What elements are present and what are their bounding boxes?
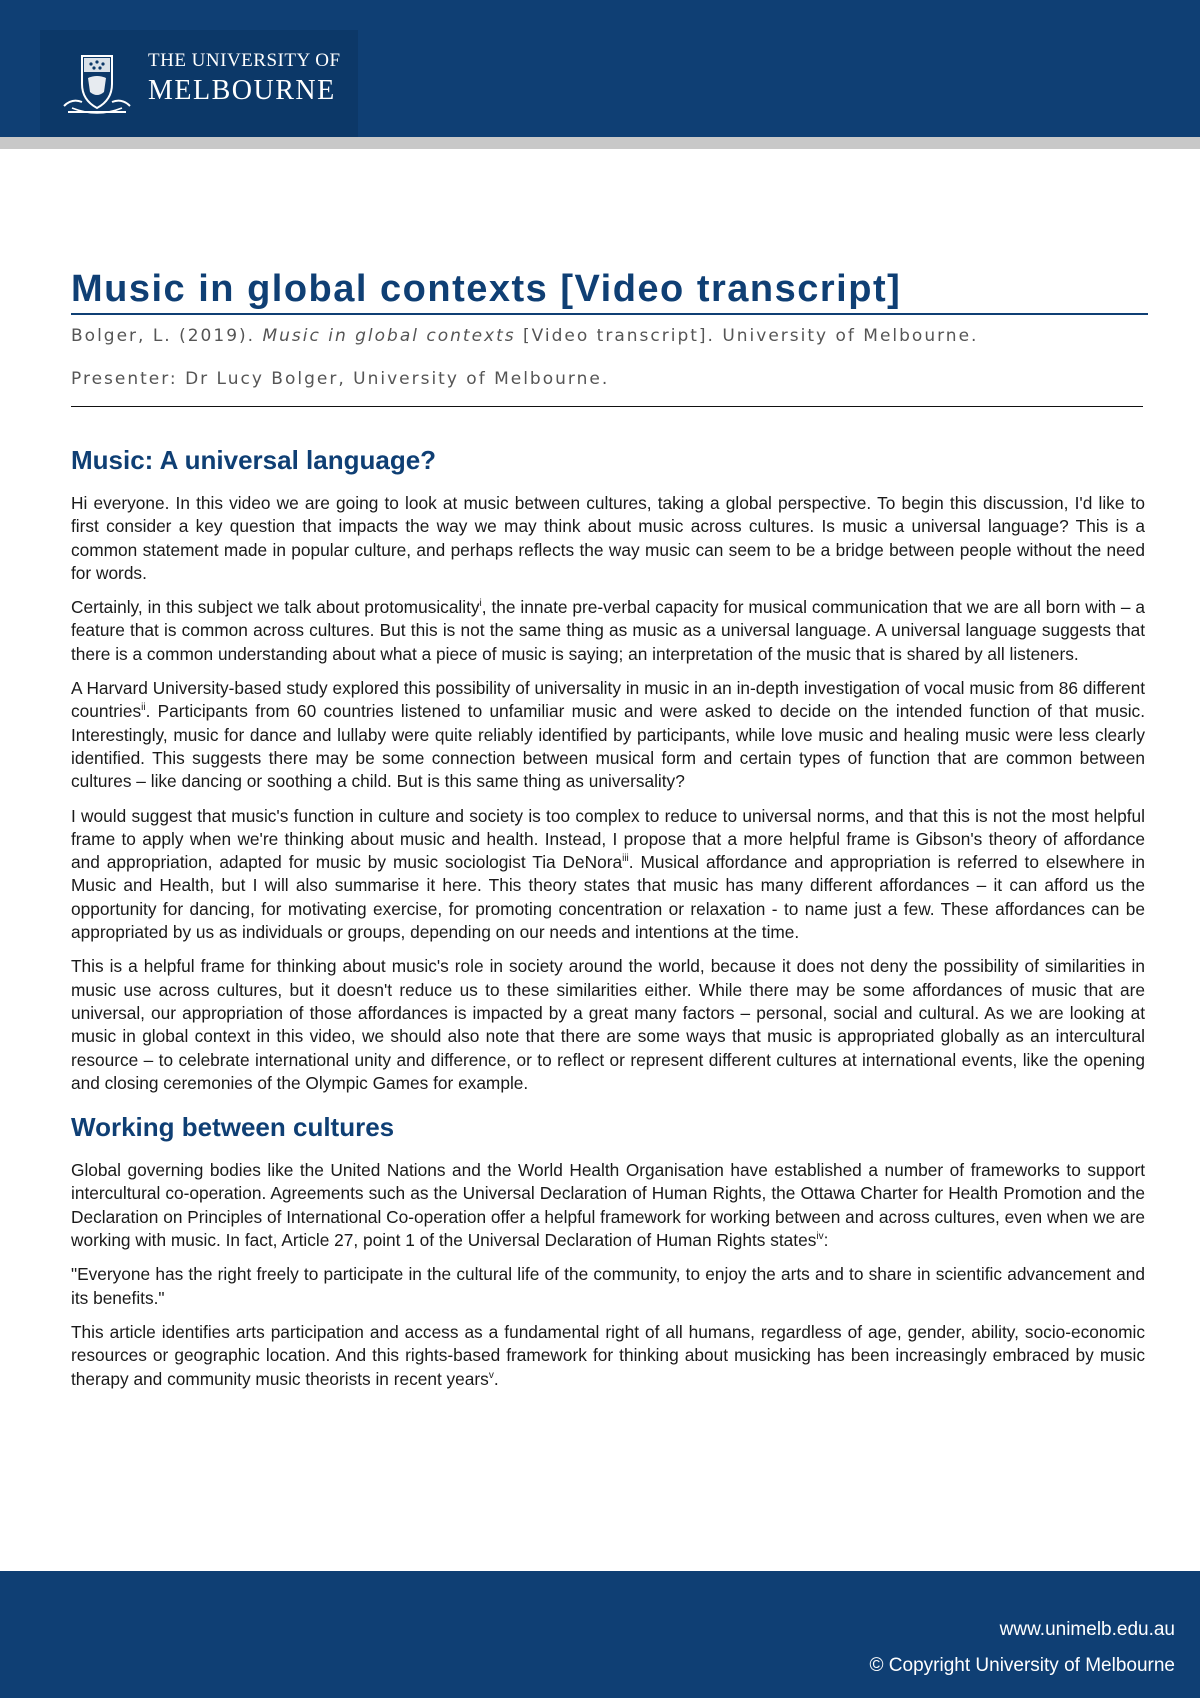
section-heading-universal-language: Music: A universal language? <box>71 445 437 475</box>
paragraph <box>71 1159 1145 1252</box>
title-underline <box>71 313 1148 315</box>
endnote-ref[interactable]: i <box>479 598 482 610</box>
page-footer <box>0 1571 1200 1698</box>
logo-line-2: MELBOURNE <box>148 75 336 106</box>
endnote-ref[interactable]: iii <box>622 853 629 865</box>
university-logo[interactable] <box>40 30 358 137</box>
paragraph <box>71 1321 1145 1391</box>
text-run: : <box>823 1230 829 1251</box>
paragraph <box>71 677 1145 793</box>
paragraph <box>71 596 1145 666</box>
paragraph: Hi everyone. In this video we are going to look at music between cultures, taking a global perspective. To begin this discussion, I'd like to first consider a key question that impacts the way we may think about music across cultures. Is music a universal language? This is a common statement made in popular culture, and perhaps reflects the way music can seem to be a bridge between people without the need for words. <box>71 493 1145 583</box>
quotation: "Everyone has the right freely to participate in the cultural life of the community, to enjoy the arts and to share in scientific advancement and its benefits." <box>71 1264 1145 1308</box>
presenter-line: Presenter: Dr Lucy Bolger, University of Melbourne. <box>71 369 610 389</box>
endnote-ref[interactable]: v <box>488 1369 494 1381</box>
endnote-ref[interactable]: ii <box>141 702 146 714</box>
logo-line-1: THE UNIVERSITY OF <box>148 50 341 71</box>
text-run: . Participants from 60 countries listened to unfamiliar music and were asked to decide on the intended function of that music. Interestingly, music for dance and lullaby were quite reliably identified by participants, while love music and healing music were less clearly identified. This suggests there may be some connection between musical form and certain types of function that are common between cultures – like dancing or soothing a child. But is this same thing as universality? <box>71 701 1145 792</box>
header-divider <box>0 137 1200 149</box>
document-title: Music in global contexts [Video transcript] <box>71 268 902 310</box>
page-header <box>0 0 1200 137</box>
document-body <box>71 440 1145 1402</box>
citation-title: Music in global contexts <box>262 326 516 346</box>
text-run: . Musical affordance and appropriation is referred to elsewhere in Music and Health, but I will also summarise it here. This theory states that music has many different affordances – it can afford us the opportunity for dancing, for motivating exercise, for promoting concentration or relaxation - to name just a few. These affordances can be appropriated by us as individuals or groups, depending on our needs and intentions at the time. <box>71 852 1146 943</box>
paragraph: This is a helpful frame for thinking about music's role in society around the world, because it does not deny the possibility of similarities in music use across cultures, but it doesn't reduce us to these similarities either. While there may be some affordances of music that are universal, our appropriation of those affordances is impacted by a great many factors – personal, social and cultural. As we are looking at music in global context in this video, we should also note that there are some ways that music is appropriated globally as an intercultural resource – to celebrate international unity and difference, or to reflect or represent different cultures at international events, like the opening and closing ceremonies of the Olympic Games for example. <box>71 956 1145 1093</box>
website-link[interactable]: www.unimelb.edu.au <box>999 1619 1175 1640</box>
citation <box>71 324 978 348</box>
logo-wordmark <box>148 48 341 108</box>
text-run: . <box>493 1368 499 1389</box>
section-heading-working-between-cultures: Working between cultures <box>71 1112 395 1143</box>
citation-prefix: Bolger, L. (2019). <box>71 326 263 346</box>
citation-suffix: [Video transcript]. University of Melbourne. <box>515 326 979 346</box>
text-run: , the innate pre-verbal capacity for musical communication that we are all born with – a feature that is common across cultures. But this is not the same thing as music as a universal language. A universal language suggests that there is a common understanding about what a piece of music is saying; an interpretation of the music that is shared by all listeners. <box>71 597 1145 664</box>
header-separator <box>71 406 1143 407</box>
text-run: A Harvard University-based study explored this possibility of universality in music in an in-depth investigation of vocal music from 86 different countries <box>71 678 1145 722</box>
text-run: I would suggest that music's function in culture and society is too complex to reduce to universal norms, and that this is not the most helpful frame to apply when we're thinking about music and health. Instead, I propose that a more helpful frame is Gibson's theory of affordance and appropriation, adapted for music by music sociologist Tia DeNora <box>71 805 1145 873</box>
text-run: Certainly, in this subject we talk about protomusicality <box>71 597 480 618</box>
text-run: Global governing bodies like the United Nations and the World Health Organisation have established a number of frameworks to support intercultural co-operation. Agreements such as the Universal Declaration of Human Rights, the Ottawa Charter for Health Promotion and the Declaration on Principles of International Co-operation offer a helpful framework for working between and across cultures, even when we are working with music. In fact, Article 27, point 1 of the Universal Declaration of Human Rights states <box>71 1160 1145 1251</box>
university-crest-icon <box>58 48 136 120</box>
copyright-notice: © Copyright University of Melbourne <box>869 1655 1175 1676</box>
paragraph <box>71 805 1145 945</box>
text-run: This article identifies arts participation and access as a fundamental right of all humans, regardless of age, gender, ability, socio-economic resources or geographic location. And this rights-based framework for thinking about musicking has been increasingly embraced by music therapy and community music theorists in recent years <box>71 1321 1145 1389</box>
endnote-ref[interactable]: iv <box>816 1231 824 1243</box>
